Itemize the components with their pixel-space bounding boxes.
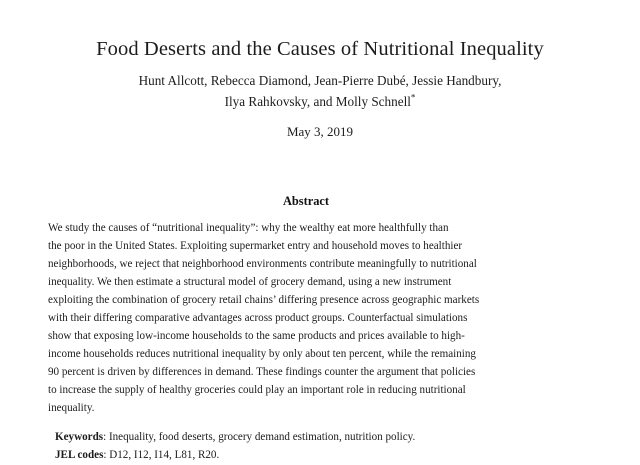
keywords-value: Inequality, food deserts, grocery demand estimation, nutrition policy. bbox=[108, 431, 416, 443]
abstract-line: show that exposing low-income households to the same products and prices available to high- bbox=[48, 330, 465, 343]
abstract-line: We study the causes of “nutritional inequality”: why the wealthy eat more healthfully than bbox=[48, 222, 449, 234]
abstract-line: 90 percent is driven by differences in demand. These findings counter the argument that policies bbox=[48, 366, 476, 379]
abstract-line: the poor in the United States. Exploiting supermarket entry and household moves to healthier bbox=[48, 240, 463, 253]
paper-metadata bbox=[55, 428, 600, 465]
footnote-marker: * bbox=[410, 92, 416, 103]
jel-codes-separator: : bbox=[103, 449, 110, 462]
abstract-line: neighborhoods, we reject that neighborhood environments contribute meaningfully to nutritional bbox=[48, 258, 477, 271]
author-list bbox=[0, 70, 640, 112]
abstract-line: income households reduces nutritional inequality by only about ten percent, while the remaining bbox=[48, 348, 476, 361]
abstract-line: to increase the supply of healthy groceries could play an important role in reducing nutritional bbox=[48, 384, 466, 397]
author-line-2 bbox=[0, 91, 640, 112]
publication-date: May 3, 2019 bbox=[286, 124, 354, 139]
abstract-heading: Abstract bbox=[282, 194, 330, 208]
author-line-1: Hunt Allcott, Rebecca Diamond, Jean-Pierre Dubé, Jessie Handbury, bbox=[138, 73, 502, 88]
jel-codes-label: JEL codes bbox=[55, 449, 104, 462]
jel-codes-row bbox=[55, 446, 600, 464]
abstract-line: exploiting the combination of grocery retail chains’ differing presence across geographic markets bbox=[48, 294, 480, 307]
abstract-body bbox=[48, 219, 592, 418]
jel-codes-value: D12, I12, I14, L81, R20. bbox=[109, 449, 220, 462]
keywords-label: Keywords bbox=[55, 431, 104, 443]
author-line-2-names: Ilya Rahkovsky, and Molly Schnell bbox=[224, 94, 411, 109]
page-title: Food Deserts and the Causes of Nutritional Inequality bbox=[96, 37, 544, 60]
keywords-row bbox=[55, 428, 600, 446]
abstract-line: inequality. bbox=[48, 402, 95, 415]
keywords-separator: : bbox=[103, 431, 109, 443]
abstract-line: with their differing comparative advantages across product groups. Counterfactual simulations bbox=[48, 312, 468, 325]
abstract-line: inequality. We then estimate a structural model of grocery demand, using a new instrument bbox=[48, 276, 452, 289]
